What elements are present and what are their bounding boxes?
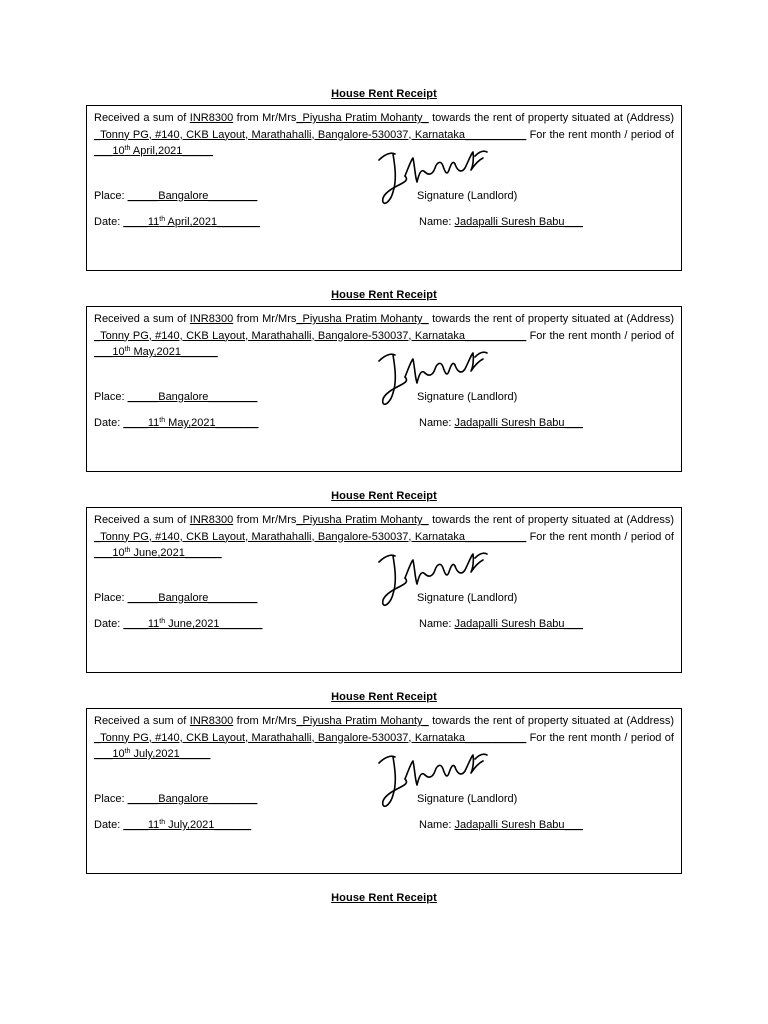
towards-text: towards the rent of property situated at (Address) [428,514,675,526]
address-value: _Tonny PG, #140, CKB Layout, Marathahalli, Bangalore-530037, Karnataka__________ [94,128,527,141]
date-line [94,216,260,228]
received-text: Received a sum of [94,514,190,526]
name-label: Name: [419,618,455,630]
place-line: Place: _____Bangalore________ [94,793,258,805]
from-text: from Mr/Mrs [233,715,297,727]
address-value: _Tonny PG, #140, CKB Layout, Marathahalli, Bangalore-530037, Karnataka__________ [94,731,527,744]
amount-value: INR8300 [189,715,234,727]
name-label: Name: [419,216,455,228]
period-value: ___10th April,2021_____ [94,145,214,157]
place-line [94,391,257,403]
signature-label: Signature (Landlord) [417,190,518,202]
place-value: _____Bangalore______ [127,592,246,604]
receipt-heading: House Rent Receipt [331,490,437,502]
amount-value: INR8300 [189,313,234,325]
date-label: Date: [94,819,124,831]
receipt-box [86,708,682,874]
signature-label: Signature (Landlord) [417,793,518,805]
name-line [419,216,583,228]
date-value: ____11th May,2021_______ [123,417,259,429]
landlord-name: Jadapalli Suresh Babu___ [454,819,583,831]
receipt-heading: House Rent Receipt [331,691,437,703]
place-label: Place: [94,592,128,604]
date-line [94,618,262,630]
place-line: Place: _____Bangalore________ [94,592,258,604]
receipt-box [86,105,682,271]
receipt-box [86,507,682,673]
payer-name: _Piyusha Pratim Mohanty_ [296,715,429,727]
receipt-box [86,306,682,472]
received-text: Received a sum of [94,313,190,325]
name-label: Name: [419,417,455,429]
period-value: ___10th July,2021_____ [94,748,211,760]
period-value: ___10th June,2021______ [94,547,222,559]
from-text: from Mr/Mrs [233,112,297,124]
payer-name: _Piyusha Pratim Mohanty_ [296,112,429,124]
date-value: ____11th July,2021______ [123,819,252,831]
signature-image [375,749,495,815]
place-label: Place: [94,793,128,805]
date-label: Date: [94,216,124,228]
date-line [94,417,258,429]
date-label: Date: [94,417,124,429]
landlord-name: Jadapalli Suresh Babu___ [454,417,583,429]
date-value: ____11th April,2021_______ [123,216,260,228]
landlord-name: Jadapalli Suresh Babu___ [454,216,583,228]
place-line: Place: _____Bangalore________ [94,190,258,202]
place-label: Place: [94,190,128,202]
received-text: Received a sum of [94,715,190,727]
address-value: _Tonny PG, #140, CKB Layout, Marathahalli, Bangalore-530037, Karnataka__________ [94,329,527,342]
signature-label: Signature (Landlord) [417,391,518,403]
place-label: Place: [94,391,128,403]
from-text: from Mr/Mrs [233,313,297,325]
for-rent-text: For the rent month / period of [526,329,674,342]
place-value: _____Bangalore________ [127,391,258,403]
for-rent-text: For the rent month / period of [526,530,674,543]
place-value: _____Bangalore______ [127,190,246,202]
address-value: _Tonny PG, #140, CKB Layout, Marathahalli, Bangalore-530037, Karnataka__________ [94,530,527,543]
date-value: ____11th June,2021_______ [123,618,263,630]
name-line [419,618,583,630]
signature-label: Signature (Landlord) [417,592,518,604]
payer-name: _Piyusha Pratim Mohanty_ [296,313,429,325]
period-value: ___10th May,2021______ [94,346,218,358]
receipt-heading: House Rent Receipt [331,88,437,100]
from-text: from Mr/Mrs [233,514,297,526]
date-line [94,819,251,831]
amount-value: INR8300 [189,514,234,526]
signature-image [375,548,495,614]
receipt-heading: House Rent Receipt [331,289,437,301]
place-value: _____Bangalore______ [127,793,246,805]
received-text: Received a sum of [94,112,190,124]
for-rent-text: For the rent month / period of [526,128,674,141]
trailing-heading: House Rent Receipt [331,892,437,904]
towards-text: towards the rent of property situated at (Address) [428,313,675,325]
signature-image [375,146,495,212]
name-line [419,819,583,831]
date-label: Date: [94,618,124,630]
signature-image [375,347,495,413]
amount-value: INR8300 [189,112,234,124]
name-line [419,417,583,429]
for-rent-text: For the rent month / period of [526,731,674,744]
payer-name: _Piyusha Pratim Mohanty_ [296,514,429,526]
name-label: Name: [419,819,455,831]
towards-text: towards the rent of property situated at (Address) [428,112,675,124]
landlord-name: Jadapalli Suresh Babu___ [454,618,583,630]
towards-text: towards the rent of property situated at (Address) [428,715,675,727]
